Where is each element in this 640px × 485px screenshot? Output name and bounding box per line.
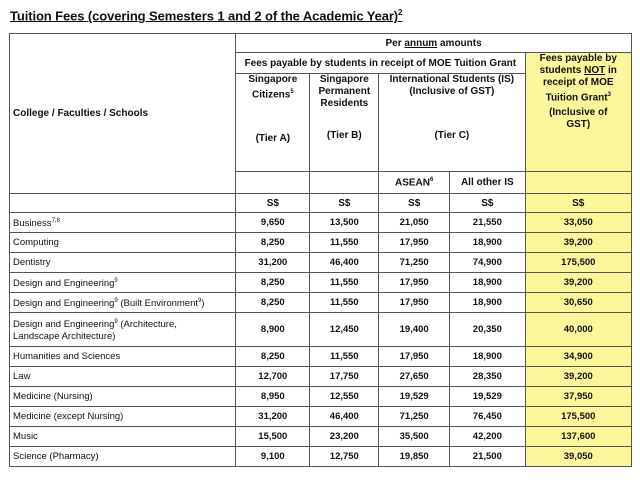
pr-line-3: Residents [320, 98, 369, 109]
college-name: Computing [10, 233, 236, 253]
fee-non-moe: 33,050 [525, 213, 631, 233]
per-suffix: amounts [439, 37, 482, 49]
fee-citizens: 8,250 [236, 233, 310, 253]
per-prefix: Per [385, 37, 402, 49]
fee-citizens: 9,650 [236, 213, 310, 233]
tier-a-label: (Tier A) [255, 133, 291, 145]
fee-asean: 35,500 [379, 427, 450, 447]
table-row [10, 347, 632, 367]
international-column-header [379, 74, 525, 172]
tuition-fees-table [9, 33, 632, 467]
fee-pr: 11,550 [310, 273, 379, 293]
fee-pr: 46,400 [310, 407, 379, 427]
table-row [10, 427, 632, 447]
fee-other-is: 20,350 [450, 313, 525, 347]
intl-line-2: (Inclusive of GST) [409, 86, 495, 97]
asean-footnote: 6 [430, 176, 434, 183]
currency-other: S$ [450, 194, 525, 213]
college-name: Medicine (Nursing) [10, 387, 236, 407]
fee-other-is: 21,500 [450, 447, 525, 467]
fee-non-moe: 175,500 [525, 407, 631, 427]
table-row [10, 253, 632, 273]
table-row [10, 293, 632, 313]
fee-citizens: 8,250 [236, 293, 310, 313]
fee-pr: 17,750 [310, 367, 379, 387]
row-name: Business [13, 218, 52, 230]
college-name [10, 213, 236, 233]
citizens-line-1: Singapore [248, 74, 298, 85]
table-row [10, 407, 632, 427]
currency-asean: S$ [379, 194, 450, 213]
table-row [10, 213, 632, 233]
fee-non-moe: 175,500 [525, 253, 631, 273]
currency-non-moe: S$ [525, 194, 631, 213]
currency-pr: S$ [310, 194, 379, 213]
non-moe-line-2c: in [607, 65, 617, 76]
fee-non-moe: 37,950 [525, 387, 631, 407]
college-name: Science (Pharmacy) [10, 447, 236, 467]
fee-pr: 46,400 [310, 253, 379, 273]
fee-citizens: 8,250 [236, 347, 310, 367]
fee-asean: 19,400 [379, 313, 450, 347]
fee-pr: 11,550 [310, 233, 379, 253]
pr-line-2: Permanent [318, 86, 371, 97]
fee-non-moe: 39,200 [525, 273, 631, 293]
non-moe-line-6: GST) [566, 119, 591, 131]
fee-other-is: 18,900 [450, 347, 525, 367]
fee-non-moe: 39,200 [525, 367, 631, 387]
non-moe-line-5: (Inclusive of [549, 107, 608, 119]
fee-other-is: 21,550 [450, 213, 525, 233]
fee-citizens: 31,200 [236, 253, 310, 273]
fee-other-is: 18,900 [450, 273, 525, 293]
row-footnote: 7,8 [51, 217, 60, 224]
citizens-subheader-blank [236, 172, 310, 194]
fee-non-moe: 40,000 [525, 313, 631, 347]
fee-pr: 12,550 [310, 387, 379, 407]
fee-other-is: 74,900 [450, 253, 525, 273]
row-footnote: 9 [114, 297, 118, 304]
currency-sc: S$ [236, 194, 310, 213]
pr-line-1: Singapore [319, 74, 369, 85]
fee-citizens: 8,950 [236, 387, 310, 407]
row-name: Design and Engineering [13, 278, 115, 290]
asean-column-header [379, 172, 450, 194]
non-moe-line-4: Tuition Grant [545, 92, 608, 104]
college-column-header: College / Faculties / Schools [10, 34, 236, 194]
non-moe-line-1: Fees payable by [539, 53, 617, 64]
fee-asean: 17,950 [379, 293, 450, 313]
college-currency-blank [10, 194, 236, 213]
fee-pr: 11,550 [310, 347, 379, 367]
fee-non-moe: 39,050 [525, 447, 631, 467]
row-suffix-end: ) [201, 298, 205, 310]
other-is-column-header: All other IS [450, 172, 525, 194]
pr-subheader-blank [310, 172, 379, 194]
row-line-2: Landscape Architecture) [13, 330, 116, 342]
college-name: Medicine (except Nursing) [10, 407, 236, 427]
tier-c-label: (Tier C) [434, 130, 470, 141]
fee-other-is: 19,529 [450, 387, 525, 407]
fee-pr: 13,500 [310, 213, 379, 233]
table-row [10, 387, 632, 407]
row-footnote: 9 [114, 319, 118, 326]
college-name: Dentistry [10, 253, 236, 273]
fee-asean: 19,850 [379, 447, 450, 467]
fee-citizens: 9,100 [236, 447, 310, 467]
fee-citizens: 8,250 [236, 273, 310, 293]
row-suffix-footnote: 9 [198, 297, 202, 304]
table-row [10, 233, 632, 253]
fee-other-is: 42,200 [450, 427, 525, 447]
fee-citizens: 8,900 [236, 313, 310, 347]
fee-pr: 11,550 [310, 293, 379, 313]
row-name: Design and Engineering [13, 319, 115, 331]
asean-label: ASEAN [394, 177, 430, 189]
header-row-1 [10, 34, 632, 53]
fee-other-is: 28,350 [450, 367, 525, 387]
non-moe-line-3: receipt of MOE [542, 77, 614, 88]
non-moe-line-2a: students [539, 65, 582, 76]
fee-non-moe: 34,900 [525, 347, 631, 367]
citizens-column-header [236, 74, 310, 172]
table-row [10, 367, 632, 387]
fee-citizens: 12,700 [236, 367, 310, 387]
college-name [10, 293, 236, 313]
fee-non-moe: 30,650 [525, 293, 631, 313]
college-name: Music [10, 427, 236, 447]
fee-asean: 71,250 [379, 253, 450, 273]
row-suffix: (Architecture, [117, 319, 177, 331]
non-moe-column-header [525, 53, 631, 172]
per-annum-header [236, 34, 632, 53]
row-footnote: 9 [114, 277, 118, 284]
fee-non-moe: 39,200 [525, 233, 631, 253]
fee-other-is: 76,450 [450, 407, 525, 427]
college-name: Law [10, 367, 236, 387]
non-moe-footnote: 3 [607, 92, 611, 98]
moe-grant-group-header: Fees payable by students in receipt of MOE Tuition Grant [236, 53, 525, 74]
college-name: Humanities and Sciences [10, 347, 236, 367]
pr-column-header [310, 74, 379, 172]
college-name [10, 313, 236, 347]
college-name [10, 273, 236, 293]
fee-asean: 17,950 [379, 347, 450, 367]
fee-other-is: 18,900 [450, 293, 525, 313]
citizens-footnote: 5 [290, 89, 294, 95]
intl-line-1: International Students (IS) [389, 74, 515, 85]
fee-other-is: 18,900 [450, 233, 525, 253]
fee-asean: 21,050 [379, 213, 450, 233]
fee-non-moe: 137,600 [525, 427, 631, 447]
title-footnote: 2 [398, 8, 403, 17]
citizens-line-2: Citizens [251, 89, 291, 101]
table-row [10, 273, 632, 293]
fee-asean: 17,950 [379, 233, 450, 253]
non-moe-not: NOT [584, 65, 606, 76]
page-title [10, 8, 402, 23]
fee-citizens: 31,200 [236, 407, 310, 427]
title-text: Tuition Fees (covering Semesters 1 and 2 of the Academic Year) [10, 8, 399, 24]
fee-pr: 23,200 [310, 427, 379, 447]
non-moe-subheader-blank [525, 172, 631, 194]
tier-b-label: (Tier B) [326, 130, 362, 141]
table-row [10, 447, 632, 467]
row-name: Design and Engineering [13, 298, 115, 310]
fee-asean: 71,250 [379, 407, 450, 427]
fee-pr: 12,750 [310, 447, 379, 467]
per-annum-word: annum [404, 37, 438, 49]
row-suffix: (Built Environment [117, 298, 199, 310]
currency-row [10, 194, 632, 213]
fee-citizens: 15,500 [236, 427, 310, 447]
table-row [10, 313, 632, 347]
fee-pr: 12,450 [310, 313, 379, 347]
fee-asean: 19,529 [379, 387, 450, 407]
fee-asean: 27,650 [379, 367, 450, 387]
fee-asean: 17,950 [379, 273, 450, 293]
